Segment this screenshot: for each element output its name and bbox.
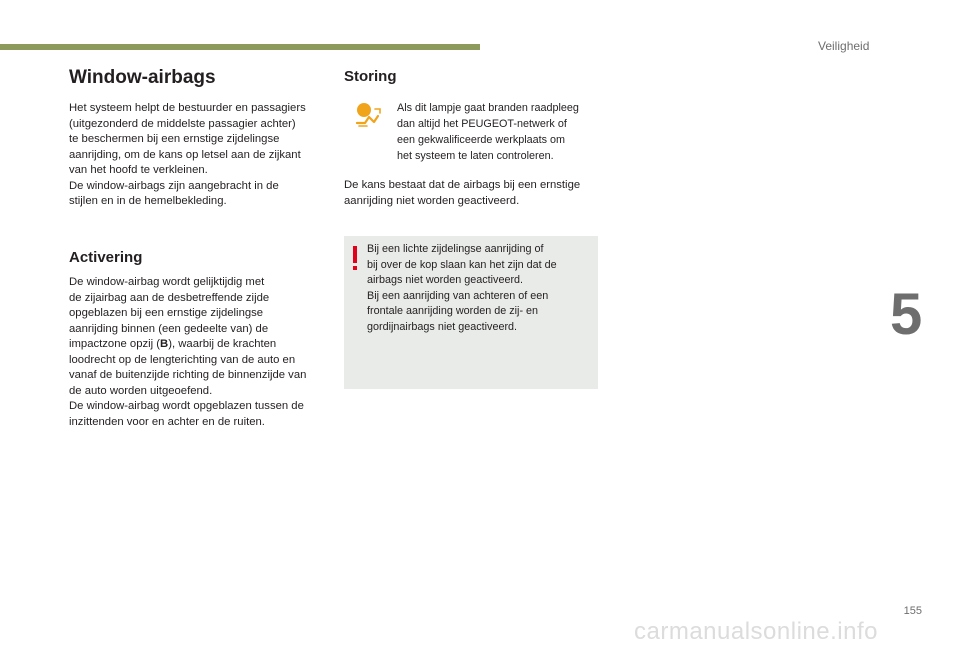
activation-paragraph [69,275,306,430]
text-line: het systeem te laten controleren. [397,150,554,162]
text-line: te beschermen bij een ernstige zijdelingse [69,133,280,145]
note-paragraph [344,178,580,209]
storing-heading: Storing [344,68,397,85]
lamp-paragraph [397,100,579,164]
chapter-number: 5 [890,282,923,347]
text-line: Het systeem helpt de bestuurder en passagiers [69,102,306,114]
text-line: dan altijd het PEUGEOT-netwerk of [397,118,567,130]
intro-paragraph [69,101,306,210]
text-line: De kans bestaat dat de airbags bij een ernstige [344,179,581,191]
text-line: aanrijding binnen (een gedeelte van) de [69,322,269,335]
window-airbags-title-wrap [69,67,216,89]
text-line: aanrijding, om de kans op letsel aan de zijkant [69,148,301,161]
warning-paragraph [367,242,557,336]
text-line: inzittenden voor en achter en de ruiten. [69,415,265,428]
text-line: gordijnairbags niet geactiveerd. [367,320,518,333]
airbag-warning-lamp-icon [354,102,384,128]
text-line: Als dit lampje gaat branden raadpleeg [397,102,579,114]
section-label: Veiligheid [818,39,870,53]
text-line: Bij een aanrijding van achteren of een [367,289,549,302]
exclamation-warning-icon [351,246,359,272]
text-line: De window-airbag wordt opgeblazen tussen de [69,400,304,412]
activation-heading-wrap [69,249,142,266]
text-line: De window-airbags zijn aangebracht in de [69,179,279,192]
text-line: een gekwalificeerde werkplaats om [397,134,566,146]
text-line: (uitgezonderd de middelste passagier achter) [69,117,296,130]
text-line: Bij een lichte zijdelingse aanrijding of [367,243,544,255]
text-line: de zijairbag aan de desbetreffende zijde [69,291,270,304]
text-line: frontale aanrijding worden de zij- en [367,305,539,318]
text-line: airbags niet worden geactiveerd. [367,274,524,287]
impact-zone-label: B [160,338,169,350]
text-line [69,337,306,353]
text-fragment: ), waarbij de krachten [168,338,277,350]
storing-heading-wrap [344,68,397,85]
text-line: bij over de kop slaan kan het zijn dat de [367,258,557,271]
header-bar [0,44,480,50]
text-line: aanrijding niet worden geactiveerd. [344,194,520,207]
text-fragment: impactzone opzij ( [69,338,161,350]
text-line: vanaf de buitenzijde richting de binnenzijde van [69,369,307,381]
text-line: loodrecht op de lengterichting van de auto en [69,353,296,366]
text-line: stijlen en in de hemelbekleding. [69,195,227,207]
text-line: de auto worden uitgeoefend. [69,384,213,397]
page-title: Window-airbags [69,67,216,88]
text-line: van het hoofd te verkleinen. [69,164,208,176]
page-number: 155 [903,605,922,617]
activation-heading: Activering [69,249,143,266]
text-line: De window-airbag wordt gelijktijdig met [69,276,265,288]
text-line: opgeblazen bij een ernstige zijdelingse [69,307,264,319]
watermark: carmanualsonline.info [634,618,878,645]
